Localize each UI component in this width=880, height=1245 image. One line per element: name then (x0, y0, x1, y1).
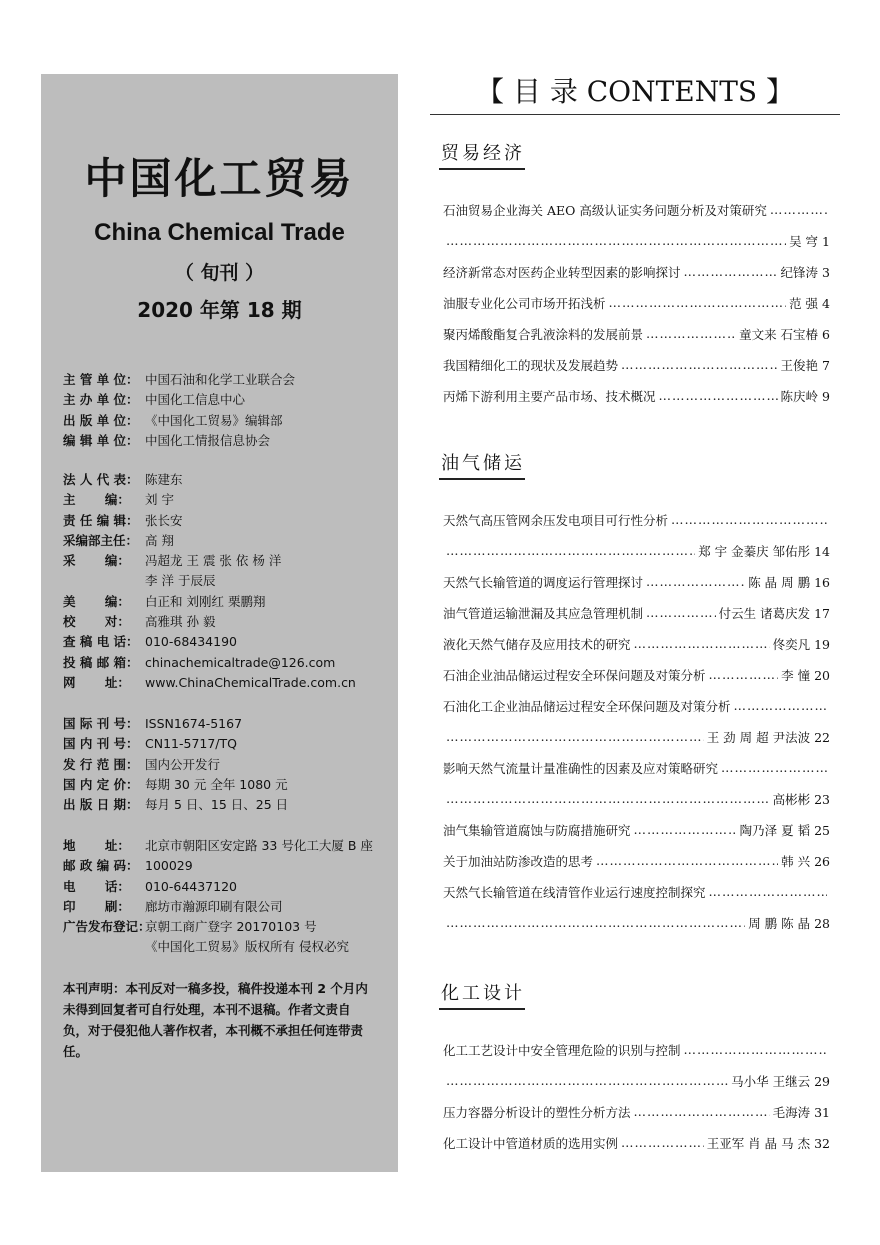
journal-statement: 本刊声明：本刊反对一稿多投，稿件投递本刊 2 个月内未得到回复者可自行处理，本刊不退稿。作者文责自负，对于侵犯他人著作权者，本刊概不承担任何连带责任。 (63, 981, 368, 1059)
info-row (63, 431, 393, 451)
info-value: 刘 宇 (145, 492, 174, 508)
toc-entry[interactable] (443, 597, 830, 628)
toc-entry-line (443, 721, 830, 752)
toc-entry-author-page (719, 604, 830, 622)
toc-entry-line (443, 1096, 830, 1127)
toc-entry-title: 石油贸易企业海关 AEO 高级认证实务问题分析及对策研究 (443, 202, 767, 218)
toc-entry-title: 石油企业油品储运过程安全环保问题及对策分析 (443, 667, 706, 683)
toc-leader-dots (684, 264, 778, 279)
toc-entry-line (443, 783, 830, 814)
info-label: 责 任 编 辑： (63, 512, 139, 528)
toc-entry[interactable] (443, 1127, 830, 1158)
info-value: 北京市朝阳区安定路 33 号化工大厦 B 座 (145, 838, 373, 853)
toc-entry-page: 4 (822, 295, 830, 311)
toc-entry-page: 19 (814, 636, 830, 652)
contents-heading: 【 目 录 CONTENTS 】 (430, 74, 840, 115)
toc-entry-page: 25 (814, 822, 830, 838)
toc-entry-author: 童文来 石宝椿 (739, 326, 819, 342)
toc-entry-title: 液化天然气储存及应用技术的研究 (443, 636, 631, 652)
toc-entry-title: 影响天然气流量计量准确性的因素及应对策略研究 (443, 760, 719, 776)
toc-entry-author: 李 憧 (781, 667, 811, 683)
toc-leader-dots (446, 729, 704, 744)
toc-leader-dots (646, 326, 736, 341)
toc-entry[interactable] (443, 287, 830, 318)
toc-entry-line (443, 690, 830, 721)
info-row (63, 734, 393, 754)
toc-entry-page: 17 (814, 605, 830, 621)
toc-entry[interactable] (443, 318, 830, 349)
section-title (441, 452, 525, 476)
info-value: ISSN1674-5167 (145, 716, 243, 731)
toc-entry-title: 天然气高压管网余压发电项目可行性分析 (443, 512, 669, 528)
toc-entry-author-page (781, 263, 830, 281)
toc-leader-dots (609, 295, 787, 310)
toc-entry-title: 压力容器分析设计的塑性分析方法 (443, 1104, 631, 1120)
toc-entry-line (443, 566, 830, 597)
info-label: 电 话： (63, 878, 130, 894)
toc-entry[interactable] (443, 876, 830, 938)
section-underline (439, 1008, 525, 1010)
toc-entry-author-page (781, 356, 830, 374)
toc-leader-dots (721, 760, 827, 775)
info-label: 国 内 刊 号： (63, 736, 139, 752)
toc-list (443, 1034, 830, 1158)
masthead-panel (41, 74, 398, 1172)
info-row (63, 470, 393, 490)
toc-entry-line (443, 535, 830, 566)
info-label: 主 办 单 位： (63, 392, 139, 408)
info-value: 京朝工商广登字 20170103 号 (145, 919, 317, 935)
toc-entry-author: 陶乃泽 夏 韬 (739, 822, 811, 838)
section-title-text: 油气储运 (441, 453, 525, 474)
toc-entry-title: 化工工艺设计中安全管理危险的识别与控制 (443, 1042, 681, 1058)
info-row (63, 490, 393, 510)
info-value: 中国化工信息中心 (145, 392, 246, 408)
info-row (63, 836, 393, 856)
info-value: 100029 (145, 858, 193, 874)
info-value: 《中国化工贸易》编辑部 (145, 412, 283, 428)
toc-entry-page: 32 (814, 1135, 830, 1151)
info-value: 010-68434190 (145, 634, 237, 650)
toc-entry-line (443, 597, 830, 628)
toc-entry[interactable] (443, 380, 830, 411)
info-label: 主 编： (63, 492, 130, 508)
info-value: 国内公开发行 (145, 756, 221, 772)
toc-leader-dots (621, 1135, 704, 1150)
toc-entry[interactable] (443, 504, 830, 566)
toc-entry[interactable] (443, 845, 830, 876)
toc-entry-title: 油气管道运输泄漏及其应急管理机制 (443, 605, 644, 621)
toc-entry-author-page (789, 232, 830, 250)
info-group (63, 836, 393, 958)
toc-entry-author-page (740, 821, 830, 839)
info-value: 每月 5 日、15 日、25 日 (145, 797, 289, 813)
toc-entry-page: 16 (814, 574, 830, 590)
toc-entry-page: 23 (814, 791, 830, 807)
toc-leader-dots (770, 202, 827, 217)
toc-entry-page: 1 (822, 233, 830, 249)
toc-entry-line (443, 1065, 830, 1096)
toc-leader-dots (709, 667, 779, 682)
info-label: 地 址： (63, 838, 130, 853)
toc-entry[interactable] (443, 628, 830, 659)
toc-entry-author-page (781, 666, 830, 684)
info-row (63, 775, 393, 795)
toc-entry[interactable] (443, 752, 830, 814)
section-title (441, 982, 525, 1006)
info-row (63, 897, 393, 917)
toc-entry-author: 吴 穹 (789, 233, 819, 249)
info-row (63, 632, 393, 652)
toc-entry-author: 付云生 诸葛庆发 (718, 605, 811, 621)
toc-entry-author: 陈庆岭 (780, 388, 819, 404)
toc-entry-line (443, 628, 830, 659)
toc-entry[interactable] (443, 814, 830, 845)
journal-title-en: China Chemical Trade (94, 219, 345, 246)
section-title (441, 142, 525, 166)
toc-entry[interactable] (443, 566, 830, 597)
info-value: 中国化工情报信息协会 (145, 432, 271, 448)
toc-entry-title: 经济新常态对医药企业转型因素的影响探讨 (443, 264, 681, 280)
toc-entry-author: 周 鹏 陈 晶 (748, 915, 811, 931)
toc-leader-dots (446, 233, 786, 248)
info-value: 白正和 刘刚红 栗鹏翔 (145, 593, 266, 609)
toc-entry-page: 29 (814, 1073, 830, 1089)
toc-entry-author: 王 劲 周 超 尹法波 (706, 729, 811, 745)
toc-leader-dots (734, 698, 827, 713)
toc-entry-page: 14 (814, 543, 830, 559)
info-value: 李 洋 于辰辰 (145, 573, 216, 589)
toc-entry-author-page (748, 914, 830, 932)
toc-entry-page: 26 (814, 853, 830, 869)
info-group (63, 470, 393, 693)
info-value: 高 翔 (145, 532, 174, 548)
info-row (63, 877, 393, 897)
toc-leader-dots (446, 791, 770, 806)
info-group (63, 370, 393, 451)
toc-leader-dots (446, 1073, 728, 1088)
toc-leader-dots (621, 357, 778, 372)
toc-entry-line (443, 287, 830, 318)
toc-entry-line (443, 318, 830, 349)
toc-entry-line (443, 380, 830, 411)
info-value: 陈建东 (145, 472, 183, 487)
info-label: 主 管 单 位： (63, 372, 139, 387)
toc-entry-page: 22 (814, 729, 830, 745)
toc-leader-dots (671, 512, 827, 527)
section-underline (439, 478, 525, 480)
toc-entry-author: 范 强 (789, 295, 819, 311)
toc-leader-dots (646, 605, 716, 620)
info-label: 查 稿 电 话： (63, 634, 139, 650)
toc-entry-page: 7 (822, 357, 830, 373)
info-row (63, 390, 393, 410)
info-label: 国 内 定 价： (63, 776, 139, 792)
info-row (63, 411, 393, 431)
toc-entry-author-page (773, 1103, 830, 1121)
toc-entry-line (443, 814, 830, 845)
toc-entry-title: 天然气长输管道在线清管作业运行速度控制探究 (443, 884, 706, 900)
info-row (63, 714, 393, 734)
toc-entry-page: 6 (822, 326, 830, 342)
toc-entry-author: 马小华 王继云 (731, 1073, 811, 1089)
toc-entry-title: 丙烯下游利用主要产品市场、技术概况 (443, 388, 656, 404)
toc-entry-title: 油服专业化公司市场开拓浅析 (443, 295, 606, 311)
info-value: 中国石油和化学工业联合会 (145, 372, 296, 387)
info-label: 国 际 刊 号： (63, 716, 139, 731)
toc-leader-dots (596, 853, 778, 868)
toc-entry-line (443, 504, 830, 535)
toc-entry[interactable] (443, 659, 830, 690)
toc-entry-author: 纪锋涛 (780, 264, 819, 280)
toc-entry-author: 韩 兴 (781, 853, 811, 869)
toc-entry-line (443, 845, 830, 876)
info-label: 出 版 日 期： (63, 797, 139, 813)
toc-entry-title: 化工设计中管道材质的选用实例 (443, 1135, 619, 1151)
info-value: 廊坊市瀚源印刷有限公司 (145, 898, 283, 914)
info-row (63, 755, 393, 775)
info-row (63, 370, 393, 390)
info-row (63, 592, 393, 612)
toc-entry-author-page (707, 1134, 830, 1152)
toc-entry-line (443, 659, 830, 690)
info-label: 投 稿 邮 箱： (63, 654, 139, 670)
info-label: 采 编： (63, 553, 130, 569)
info-row (63, 531, 393, 551)
info-label: 出 版 单 位： (63, 412, 139, 428)
info-value: 冯超龙 王 震 张 依 杨 洋 (145, 553, 282, 569)
info-label: 法 人 代 表： (63, 472, 139, 487)
toc-leader-dots (446, 915, 745, 930)
toc-list (443, 194, 830, 411)
toc-entry-author-page (707, 728, 830, 746)
toc-leader-dots (634, 822, 737, 837)
toc-entry-author: 佟奕凡 (772, 636, 811, 652)
toc-entry[interactable] (443, 1034, 830, 1096)
toc-entry-author-page (698, 542, 830, 560)
toc-entry-author-page (781, 387, 830, 405)
info-value: CN11-5717/TQ (145, 736, 237, 752)
info-value: 010-64437120 (145, 878, 237, 894)
toc-entry-title: 聚丙烯酸酯复合乳液涂料的发展前景 (443, 326, 644, 342)
toc-entry-author-page (773, 635, 830, 653)
info-row (63, 511, 393, 531)
toc-entry-line (443, 1034, 830, 1065)
toc-entry-author-page (789, 294, 830, 312)
info-row (63, 795, 393, 815)
info-label: 广告发布登记： (63, 919, 151, 935)
info-label: 网 址： (63, 674, 130, 690)
toc-entry-author: 陈 晶 周 鹏 (748, 574, 811, 590)
toc-entry-title: 我国精细化工的现状及发展趋势 (443, 357, 619, 373)
info-label: 邮 政 编 码： (63, 858, 139, 874)
toc-entry-line (443, 752, 830, 783)
info-label: 印 刷： (63, 898, 130, 914)
toc-leader-dots (709, 884, 827, 899)
section-title-text: 化工设计 (441, 983, 525, 1004)
toc-leader-dots (684, 1042, 827, 1057)
toc-entry-author: 郑 宇 金蓁庆 邹佑彤 (698, 543, 811, 559)
toc-leader-dots (659, 388, 778, 403)
info-row (63, 917, 393, 937)
toc-leader-dots (634, 1104, 770, 1119)
info-label: 校 对： (63, 614, 130, 630)
info-value: 每期 30 元 全年 1080 元 (145, 776, 288, 792)
toc-entry-author: 高彬彬 (772, 791, 811, 807)
issue-number: 2020 年第 18 期 (137, 298, 302, 322)
toc-entry-line (443, 907, 830, 938)
info-row (63, 571, 393, 591)
toc-entry-page: 3 (822, 264, 830, 280)
toc-entry-page: 31 (814, 1104, 830, 1120)
info-row (63, 937, 393, 957)
toc-entry-line (443, 256, 830, 287)
toc-entry-title: 关于加油站防渗改造的思考 (443, 853, 594, 869)
toc-entry-line (443, 225, 830, 256)
info-group (63, 714, 393, 815)
info-label: 采编部主任： (63, 532, 139, 548)
info-value: 《中国化工贸易》版权所有 侵权必究 (145, 939, 349, 955)
info-row (63, 612, 393, 632)
toc-leader-dots (646, 574, 745, 589)
toc-entry[interactable] (443, 1096, 830, 1127)
info-row (63, 673, 393, 693)
info-label: 编 辑 单 位： (63, 432, 139, 448)
info-row (63, 856, 393, 876)
section-title-text: 贸易经济 (441, 143, 525, 164)
toc-entry-line (443, 194, 830, 225)
info-row (63, 653, 393, 673)
journal-frequency: （ 旬刊 ） (174, 262, 265, 284)
info-value: 张长安 (145, 512, 183, 528)
toc-entry[interactable] (443, 194, 830, 256)
toc-entry-author-page (773, 790, 830, 808)
toc-entry-author-page (748, 573, 830, 591)
toc-entry[interactable] (443, 256, 830, 287)
info-label: 发 行 范 围： (63, 756, 139, 772)
section-underline (439, 168, 525, 170)
toc-entry-page: 20 (814, 667, 830, 683)
toc-list (443, 504, 830, 938)
toc-leader-dots (634, 636, 770, 651)
toc-entry[interactable] (443, 690, 830, 752)
toc-entry-author-page (739, 325, 830, 343)
toc-entry[interactable] (443, 349, 830, 380)
toc-entry-page: 28 (814, 915, 830, 931)
toc-entry-line (443, 1127, 830, 1158)
toc-leader-dots (446, 543, 695, 558)
toc-entry-author-page (781, 852, 830, 870)
toc-entry-line (443, 876, 830, 907)
toc-entry-title: 石油化工企业油品储运过程安全环保问题及对策分析 (443, 698, 731, 714)
info-value: www.ChinaChemicalTrade.com.cn (145, 674, 356, 690)
info-value: 高雅琪 孙 毅 (145, 614, 216, 630)
toc-entry-author: 毛海涛 (772, 1104, 811, 1120)
toc-entry-author: 王亚军 肖 晶 马 杰 (706, 1135, 811, 1151)
info-label: 美 编： (63, 593, 130, 609)
toc-entry-author: 王俊艳 (780, 357, 819, 373)
toc-entry-title: 油气集输管道腐蚀与防腐措施研究 (443, 822, 631, 838)
info-row (63, 551, 393, 571)
info-value: chinachemicaltrade@126.com (145, 654, 336, 670)
journal-title-zh: 中国化工贸易 (84, 154, 355, 203)
toc-entry-page: 9 (822, 388, 830, 404)
toc-entry-author-page (731, 1072, 830, 1090)
toc-entry-title: 天然气长输管道的调度运行管理探讨 (443, 574, 644, 590)
toc-entry-line (443, 349, 830, 380)
